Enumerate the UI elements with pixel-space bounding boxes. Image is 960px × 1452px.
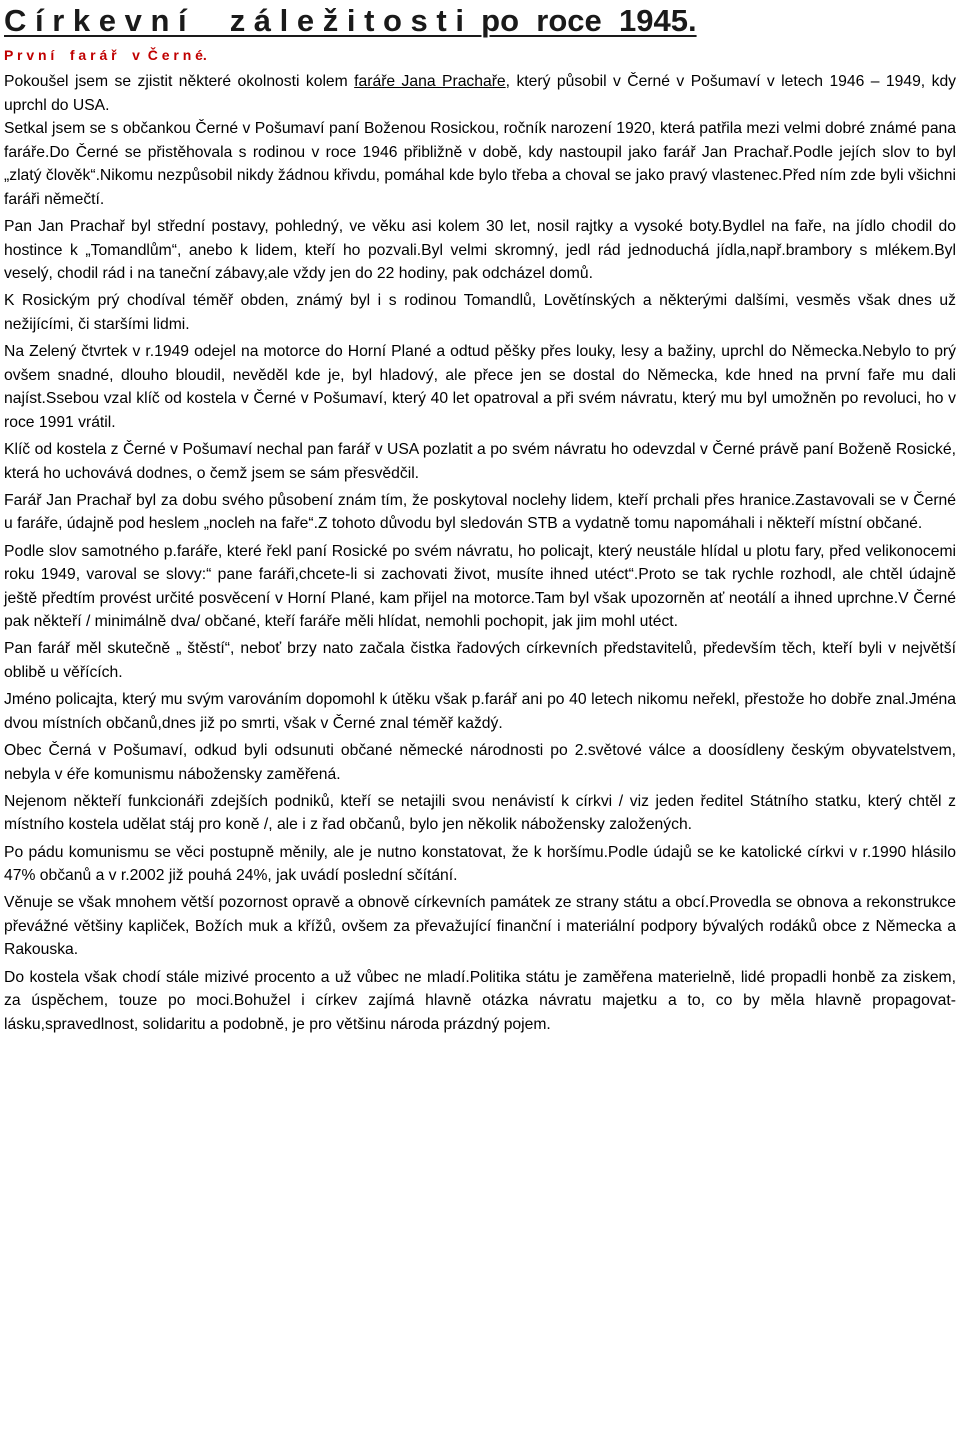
paragraph-text: K Rosickým prý chodíval téměř obden, známý byl i s rodinou Tomandlů, Lovětínských a některými dalšími, vesměs však dnes už nežijícími, či staršími lidmi. <box>4 292 956 333</box>
paragraph <box>4 289 956 336</box>
paragraph <box>4 117 956 211</box>
paragraph-text: Klíč od kostela z Černé v Pošumaví nechal pan farář v USA pozlatit a po svém návratu ho odevzdal v Černé právě paní Boženě Rosické, která ho uchovává dodnes, o čemž jsem se sám přesvědčil. <box>4 440 956 482</box>
paragraph-text: Setkal jsem se s občankou Černé v Pošumaví paní Boženou Rosickou, ročník narození 1920, která patřila mezi velmi dobré známé pana faráře.Do Černé se přistěhovala s rodinou v roce 1946 přibližně v době, kdy nastoupil jako farář Jan Prachař.Podle jejích slov to byl „zlatý člověk“.Nikomu nezpůsobil nikdy žádnou křivdu, pomáhal kde bylo třeba a choval se jako pravý vlastenec.Před ním zde byli všichni faráři němečtí. <box>4 120 956 208</box>
paragraph-text: Pokoušel jsem se zjistit některé okolnosti kolem <box>4 73 355 90</box>
paragraph-text: Jméno policajta, který mu svým varováním dopomohl k útěku však p.farář ani po 40 letech nikomu neřekl, přestože ho dobře znal.Jména dvou místních občanů,dnes již po smrti, však v Černé znal téměř každý. <box>4 691 956 732</box>
paragraph-text: Obec Černá v Pošumaví, odkud byli odsunuti občané německé národnosti po 2.světové válce a doosídleny českým obyvatelstvem, nebyla v éře komunismu nábožensky zaměřená. <box>4 741 956 783</box>
paragraph <box>4 215 956 286</box>
underlined-name: faráře Jana Prachaře <box>354 73 506 90</box>
paragraph-text: Farář Jan Prachař byl za dobu svého působení znám tím, že poskytoval noclehy lidem, kteří prchali přes hranice.Zastavovali se v Černé u faráře, údajně pod heslem „nocleh na faře“.Z tohoto důvodu byl sledován STB a vydatně tomu napomáhali i někteří místní občané. <box>4 491 956 533</box>
paragraph <box>4 438 956 485</box>
paragraph-text: Pan Jan Prachař byl střední postavy, pohledný, ve věku asi kolem 30 let, nosil rajtky a vysoké boty.Bydlel na faře, na jídlo chodil do hostince k „Tomandlům“, anebo k lidem, kteří ho pozvali.Byl velmi skromný, jedl rád jednoduchá jídla,např.brambory s mlékem.Byl veselý, chodil rád i na taneční zábavy,ale vždy jen do 22 hodiny, pak odcházel domů. <box>4 217 956 283</box>
paragraph <box>4 637 956 684</box>
paragraph-text: Pan farář měl skutečně „ štěstí“, neboť brzy nato začala čistka řadových církevních představitelů, především těch, kteří byli v největší oblibě u věřících. <box>4 640 956 681</box>
section-subtitle: P r v n í f a r á ř v Č e r n é. <box>4 47 207 63</box>
paragraph <box>4 688 956 735</box>
document-title: C í r k e v n í z á l e ž i t o s t i po roce 1945. <box>4 3 697 38</box>
document-body <box>4 70 956 1036</box>
paragraph <box>4 841 956 888</box>
paragraph-text: Po pádu komunismu se věci postupně měnily, ale je nutno konstatovat, že k horšímu.Podle údajů se ke katolické církvi v r.1990 hlásilo 47% občanů a v r.2002 již pouhá 24%, jak uvádí poslední sčítání. <box>4 843 956 885</box>
paragraph-text: Nejenom někteří funkcionáři zdejších podniků, kteří se netajili svou nenávistí k církvi / viz jeden ředitel Státního statku, který chtěl z místního kostela udělat stáj pro koně /, ale i z řad občanů, bylo jen několik nábožensky založených. <box>4 792 956 834</box>
paragraph-text: Podle slov samotného p.faráře, které řekl paní Rosické po svém návratu, ho policajt, který neustále hlídal u plotu fary, před velikonocemi roku 1949, varoval se slovy:“ pane faráři,chcete-li si zachovati život, musíte ihned utéct“.Proto se tak rychle rozhodl, ale chtěl údajně ještě předtím provést určité posvěcení v Horní Plané, kam přijel na motorce.Tam byl však upozorněn ať neotálí a ihned uprchne.V Černé pak někteří / minimálně dva/ občané, kteří faráře měli hlídat, nemohli pochopit, jak jim mohl utéct. <box>4 542 956 631</box>
paragraph <box>4 739 956 786</box>
paragraph <box>4 891 956 962</box>
paragraph <box>4 489 956 536</box>
paragraph-text: Věnuje se však mnohem větší pozornost opravě a obnově církevních památek ze strany státu a obcí.Provedla se obnova a rekonstrukce převážné většiny kapliček, Božích muk a křížů, ovšem za převažující finanční i materiální podpory bývalých rodáků obce z Německa a Rakouska. <box>4 894 956 959</box>
paragraph-text: , který působil v Černé v Pošumaví v letech 1946 – 1949, kdy uprchl do USA. <box>4 73 957 114</box>
paragraph <box>4 790 956 837</box>
paragraph <box>4 966 956 1037</box>
paragraph <box>4 340 956 434</box>
paragraph <box>4 70 956 117</box>
paragraph-text: Do kostela však chodí stále mizivé procento a už vůbec ne mladí.Politika státu je zaměřena materielně, lidé propadli honbě za ziskem, za úspěchem, touze po moci.Bohužel i církev zajímá hlavně otázka návratu majetku a to, co by měla hlavně propagovat- lásku,spravedlnost, solidaritu a podobně, je pro většinu národa prázdný pojem. <box>4 968 956 1033</box>
paragraph-text: Na Zelený čtvrtek v r.1949 odejel na motorce do Horní Plané a odtud pěšky přes louky, lesy a bažiny, uprchl do Německa.Nebylo to prý ovšem snadné, dlouho bloudil, nevěděl kde je, byl hladový, ale přece jen se dostal do Německa, kde hned na první faře mu dali najíst.Ssebou vzal klíč od kostela v Černé v Pošumaví, který 40 let opatroval a při svém návratu, který mu byl umožněn po revoluci, ho v roce 1991 vrátil. <box>4 343 956 431</box>
paragraph <box>4 540 956 634</box>
